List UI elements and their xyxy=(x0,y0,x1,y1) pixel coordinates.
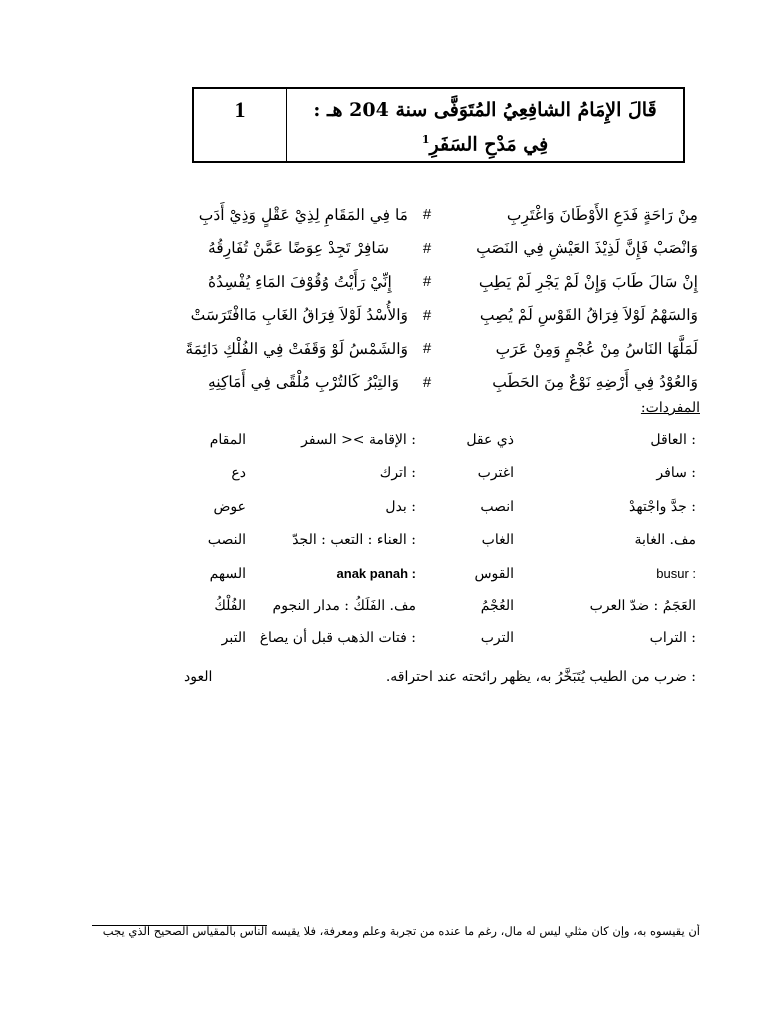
verse xyxy=(185,332,698,366)
vocab-word: الترب xyxy=(480,630,514,646)
title-box xyxy=(192,87,685,163)
vocab-meaning: : التراب xyxy=(649,630,696,646)
verse-separator: # xyxy=(422,206,432,224)
vocab-row xyxy=(0,598,768,628)
vocab-row xyxy=(0,532,768,562)
vocab-meaning: anak panah : xyxy=(336,566,416,581)
vocab-meaning: العَجَمُ : ضدّ العرب xyxy=(589,598,696,614)
title-line-1: قَالَ الإِمَامُ الشافِعِيُ المُتَوَفَّى سنة 204 هـ : xyxy=(313,99,657,121)
vocab-meaning: : جدَّ واجْتهدْ xyxy=(629,499,696,515)
verse xyxy=(208,265,698,299)
verse-second-hemistich: وَالشَمْسُ لَوْ وَقَفَتْ فِي الفُلْكِ دَائِمَةً xyxy=(185,339,408,358)
verse xyxy=(208,232,698,266)
vocab-meaning: busur : xyxy=(656,566,696,581)
verse-first-hemistich: وَانْصَبْ فَإِنَّ لَذِيْذَ العَيْشِ فِي النَصَبِ xyxy=(476,239,698,258)
vocab-row xyxy=(0,465,768,495)
verse-second-hemistich: إِنِّيْ رَأَيْتُ وُقُوْفَ المَاءِ يُفْسِدُهُ xyxy=(208,272,392,291)
vocab-word: انصب xyxy=(480,499,514,515)
vocab-meaning: : الإقامة >< السفر xyxy=(301,432,416,448)
vocab-heading: المفردات: xyxy=(640,400,700,416)
verse-separator: # xyxy=(422,340,432,358)
verse xyxy=(208,366,698,400)
vocab-row xyxy=(0,499,768,529)
vocab-word: دع xyxy=(231,465,246,481)
vocab-meaning: : العناء : التعب : الجدّ xyxy=(292,532,416,548)
vocab-word: المقام xyxy=(209,432,246,448)
poem-title xyxy=(287,89,683,161)
vocab-word: التبر xyxy=(221,630,246,646)
title-line-2 xyxy=(287,125,683,159)
verse xyxy=(190,299,698,333)
verse xyxy=(198,198,698,232)
vocab-row xyxy=(0,630,768,660)
vocab-word: النصب xyxy=(207,532,246,548)
vocab-meaning: : اترك xyxy=(379,465,416,481)
vocab-row xyxy=(0,566,768,596)
vocab-meaning: مف. الفَلَكُ : مدار النجوم xyxy=(272,598,416,614)
verse-first-hemistich: وَالسَهْمُ لَوْلاَ فِرَاقُ القَوْسِ لَمْ يُصِبِ xyxy=(479,306,698,325)
verse-first-hemistich: إِنْ سَالَ طَابَ وَإِنْ لَمْ يَجْرِ لَمْ يَطِبِ xyxy=(478,272,698,291)
vocab-word: القوس xyxy=(474,566,514,582)
note-definition: : ضرب من الطيب يُتَبَخَّرُ به، يظهر رائحته عند احتراقه. xyxy=(385,669,696,685)
footnote-ref: 1 xyxy=(421,133,430,146)
vocab-word: السهم xyxy=(209,566,246,582)
vocab-note xyxy=(184,660,696,694)
verse-second-hemistich: وَالأُسْدُ لَوْلاَ فِرَاقُ الغَابِ مَاافْتَرَسَتْ xyxy=(190,306,408,325)
vocab-meaning: : فتات الذهب قبل أن يصاغ xyxy=(259,630,416,646)
title-line-2-text: فِي مَدْحِ السَفَرِ xyxy=(429,133,549,156)
verse-separator: # xyxy=(422,306,432,324)
verse-first-hemistich: لَمَلَّهَا النَاسُ مِنْ عُجْمٍ وَمِنْ عَرَبِ xyxy=(495,339,698,358)
vocab-meaning: : العاقل xyxy=(650,432,696,448)
verse-second-hemistich: سَافِرْ تَجِدْ عِوَضًا عَمَّنْ تُفَارِقُهُ xyxy=(208,239,390,258)
vocab-word: اغترب xyxy=(477,465,514,481)
poem-number: 1 xyxy=(194,89,287,161)
verse-separator: # xyxy=(422,273,432,291)
vocab-row xyxy=(0,432,768,462)
vocab-word: الغاب xyxy=(481,532,514,548)
vocab-meaning: : بدل xyxy=(385,499,416,515)
verse-second-hemistich: مَا فِي المَقَامِ لِذِيْ عَقْلٍ وَذِيْ أَدَبِ xyxy=(198,205,408,224)
poem xyxy=(185,198,698,399)
vocab-word: ذي عقل xyxy=(466,432,514,448)
verse-first-hemistich: وَالعُوْدُ فِي أَرْضِهِ نَوْعٌ مِنَ الحَطَبِ xyxy=(492,373,698,392)
vocab-word: العُجْمُ xyxy=(480,598,514,614)
verse-first-hemistich: مِنْ رَاحَةٍ فَدَعِ الأَوْطَانَ وَاغْتَرِبِ xyxy=(506,205,698,224)
vocab-word: الفُلْكُ xyxy=(214,598,246,614)
vocab-word: عوض xyxy=(213,499,246,515)
note-term: العود xyxy=(184,669,213,685)
vocab-meaning: : سافر xyxy=(656,465,696,481)
verse-second-hemistich: وَالتِبْرُ كَالتُرْبِ مُلْقًى فِي أَمَاكِنِهِ xyxy=(208,373,399,392)
verse-separator: # xyxy=(422,373,432,391)
footnote-text: أن يقيسوه به، وإن كان مثلي ليس له مال، رغم ما عنده من تجربة وعلم ومعرفة، فلا يقيسه الناس بالمقياس الصحيح الذي يجب xyxy=(102,924,700,938)
verse-separator: # xyxy=(422,239,432,257)
vocab-meaning: مف. الغابة xyxy=(634,532,696,548)
